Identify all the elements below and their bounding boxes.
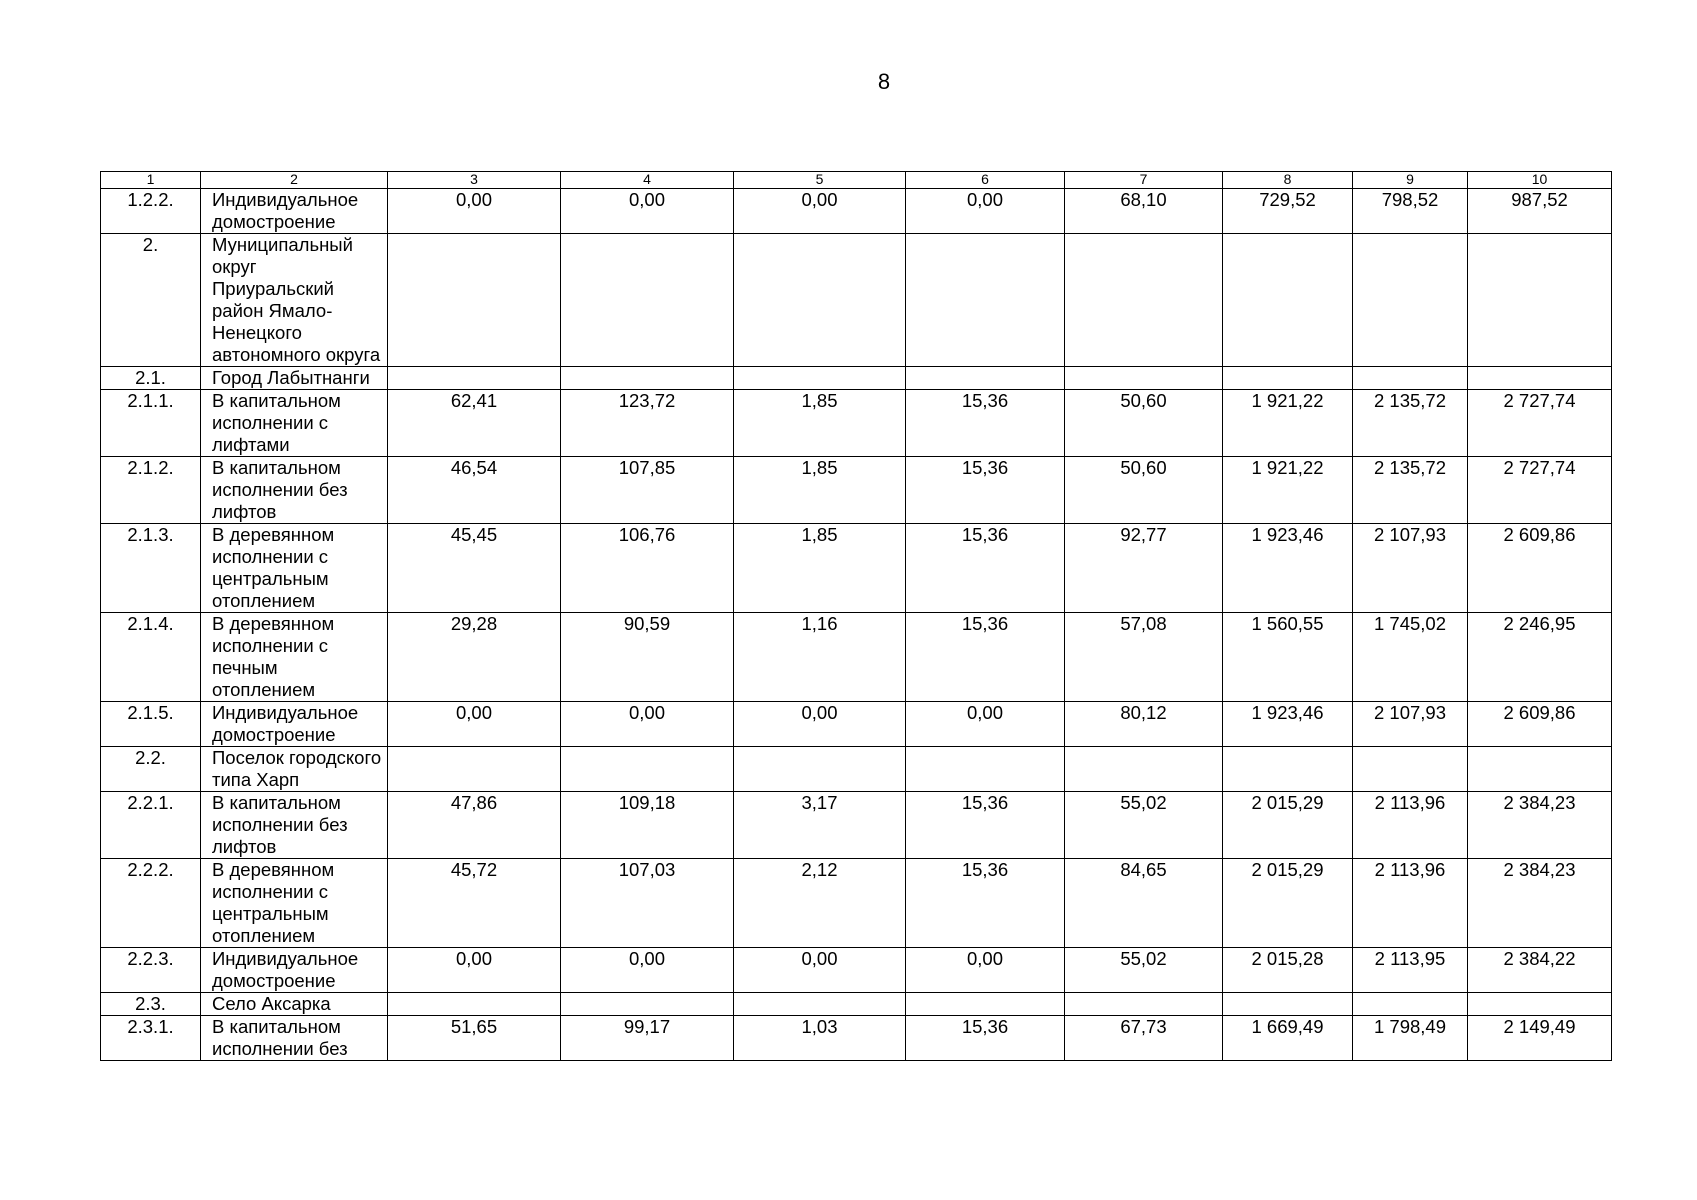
value-cell: 84,65 — [1065, 859, 1223, 948]
value-cell: 1,85 — [734, 457, 906, 524]
table-row — [101, 792, 1612, 859]
row-name-cell: В деревянном исполнении с центральным отоплением — [201, 524, 388, 613]
value-cell: 1,16 — [734, 613, 906, 702]
value-cell: 57,08 — [1065, 613, 1223, 702]
column-header: 7 — [1065, 172, 1223, 189]
column-header: 5 — [734, 172, 906, 189]
value-cell — [734, 234, 906, 367]
table-row — [101, 1016, 1612, 1061]
value-cell: 107,03 — [561, 859, 734, 948]
value-cell: 0,00 — [734, 189, 906, 234]
row-name-cell: В деревянном исполнении с печным отоплением — [201, 613, 388, 702]
value-cell — [1468, 747, 1612, 792]
value-cell — [734, 993, 906, 1016]
value-cell: 2 609,86 — [1468, 524, 1612, 613]
row-number-cell: 2.1. — [101, 367, 201, 390]
row-number-cell: 2.1.4. — [101, 613, 201, 702]
value-cell: 987,52 — [1468, 189, 1612, 234]
value-cell: 2 135,72 — [1353, 457, 1468, 524]
table-header-row — [101, 172, 1612, 189]
value-cell: 68,10 — [1065, 189, 1223, 234]
value-cell — [1468, 993, 1612, 1016]
value-cell: 0,00 — [906, 189, 1065, 234]
value-cell: 46,54 — [388, 457, 561, 524]
value-cell: 15,36 — [906, 390, 1065, 457]
value-cell: 2 384,23 — [1468, 859, 1612, 948]
value-cell: 2 113,95 — [1353, 948, 1468, 993]
value-cell: 123,72 — [561, 390, 734, 457]
value-cell: 55,02 — [1065, 948, 1223, 993]
value-cell: 51,65 — [388, 1016, 561, 1061]
value-cell: 2 384,23 — [1468, 792, 1612, 859]
value-cell — [734, 747, 906, 792]
value-cell — [561, 993, 734, 1016]
column-header: 4 — [561, 172, 734, 189]
row-number-cell: 2.1.2. — [101, 457, 201, 524]
value-cell: 2 113,96 — [1353, 859, 1468, 948]
table-row — [101, 390, 1612, 457]
value-cell: 15,36 — [906, 792, 1065, 859]
value-cell — [1223, 367, 1353, 390]
table-row — [101, 948, 1612, 993]
table-row — [101, 524, 1612, 613]
row-name-cell: Город Лабытнанги — [201, 367, 388, 390]
value-cell: 2 015,28 — [1223, 948, 1353, 993]
row-number-cell: 2. — [101, 234, 201, 367]
value-cell — [906, 993, 1065, 1016]
row-name-cell: Индивидуальное домостроение — [201, 189, 388, 234]
row-number-cell: 2.3. — [101, 993, 201, 1016]
table-row — [101, 189, 1612, 234]
value-cell: 1 923,46 — [1223, 524, 1353, 613]
value-cell: 1 560,55 — [1223, 613, 1353, 702]
value-cell — [388, 234, 561, 367]
row-name-cell: В капитальном исполнении без — [201, 1016, 388, 1061]
value-cell: 15,36 — [906, 613, 1065, 702]
value-cell: 15,36 — [906, 524, 1065, 613]
table-row — [101, 234, 1612, 367]
value-cell: 0,00 — [388, 189, 561, 234]
value-cell: 67,73 — [1065, 1016, 1223, 1061]
value-cell: 15,36 — [906, 1016, 1065, 1061]
value-cell: 1,85 — [734, 390, 906, 457]
value-cell: 1 669,49 — [1223, 1016, 1353, 1061]
value-cell — [1468, 367, 1612, 390]
value-cell: 107,85 — [561, 457, 734, 524]
value-cell: 29,28 — [388, 613, 561, 702]
row-name-cell: В капитальном исполнении с лифтами — [201, 390, 388, 457]
value-cell: 3,17 — [734, 792, 906, 859]
value-cell: 90,59 — [561, 613, 734, 702]
value-cell: 0,00 — [561, 702, 734, 747]
value-cell: 2,12 — [734, 859, 906, 948]
column-header: 1 — [101, 172, 201, 189]
row-number-cell: 2.2.2. — [101, 859, 201, 948]
row-name-cell: В капитальном исполнении без лифтов — [201, 792, 388, 859]
value-cell — [1065, 367, 1223, 390]
value-cell: 0,00 — [388, 948, 561, 993]
data-table — [100, 171, 1612, 1061]
value-cell — [1065, 234, 1223, 367]
value-cell: 1 921,22 — [1223, 457, 1353, 524]
value-cell: 1 921,22 — [1223, 390, 1353, 457]
value-cell: 2 609,86 — [1468, 702, 1612, 747]
value-cell: 2 246,95 — [1468, 613, 1612, 702]
value-cell: 1,03 — [734, 1016, 906, 1061]
table-row — [101, 747, 1612, 792]
column-header: 3 — [388, 172, 561, 189]
value-cell: 798,52 — [1353, 189, 1468, 234]
value-cell — [1223, 993, 1353, 1016]
value-cell: 45,45 — [388, 524, 561, 613]
value-cell: 50,60 — [1065, 390, 1223, 457]
row-number-cell: 2.2. — [101, 747, 201, 792]
column-header: 10 — [1468, 172, 1612, 189]
value-cell: 0,00 — [561, 189, 734, 234]
value-cell — [561, 234, 734, 367]
value-cell: 0,00 — [734, 702, 906, 747]
table-row — [101, 613, 1612, 702]
value-cell — [561, 747, 734, 792]
value-cell: 106,76 — [561, 524, 734, 613]
value-cell — [1065, 993, 1223, 1016]
value-cell: 2 107,93 — [1353, 702, 1468, 747]
row-number-cell: 2.3.1. — [101, 1016, 201, 1061]
value-cell: 47,86 — [388, 792, 561, 859]
column-header: 6 — [906, 172, 1065, 189]
value-cell: 2 727,74 — [1468, 390, 1612, 457]
row-number-cell: 2.1.1. — [101, 390, 201, 457]
row-name-cell: Индивидуальное домостроение — [201, 948, 388, 993]
table-body — [101, 189, 1612, 1061]
value-cell: 0,00 — [388, 702, 561, 747]
value-cell: 2 015,29 — [1223, 792, 1353, 859]
value-cell — [1468, 234, 1612, 367]
row-name-cell: Муниципальный округ Приуральский район Ямало-Ненецкого автономного округа — [201, 234, 388, 367]
value-cell: 2 384,22 — [1468, 948, 1612, 993]
row-name-cell: В деревянном исполнении с центральным отоплением — [201, 859, 388, 948]
value-cell — [906, 234, 1065, 367]
value-cell — [1353, 993, 1468, 1016]
value-cell — [1353, 747, 1468, 792]
value-cell: 15,36 — [906, 457, 1065, 524]
column-header: 8 — [1223, 172, 1353, 189]
table-row — [101, 702, 1612, 747]
value-cell: 1 745,02 — [1353, 613, 1468, 702]
value-cell: 1 798,49 — [1353, 1016, 1468, 1061]
value-cell: 2 107,93 — [1353, 524, 1468, 613]
row-number-cell: 2.1.3. — [101, 524, 201, 613]
value-cell: 62,41 — [388, 390, 561, 457]
value-cell: 45,72 — [388, 859, 561, 948]
value-cell: 55,02 — [1065, 792, 1223, 859]
value-cell — [1353, 234, 1468, 367]
value-cell: 2 135,72 — [1353, 390, 1468, 457]
value-cell: 729,52 — [1223, 189, 1353, 234]
column-header: 2 — [201, 172, 388, 189]
value-cell — [1065, 747, 1223, 792]
page-number: 8 — [877, 69, 891, 94]
row-number-cell: 2.2.3. — [101, 948, 201, 993]
value-cell — [1223, 234, 1353, 367]
row-name-cell: Село Аксарка — [201, 993, 388, 1016]
value-cell: 99,17 — [561, 1016, 734, 1061]
value-cell: 92,77 — [1065, 524, 1223, 613]
data-table-container — [100, 171, 1611, 1061]
value-cell — [734, 367, 906, 390]
value-cell: 2 149,49 — [1468, 1016, 1612, 1061]
column-header: 9 — [1353, 172, 1468, 189]
value-cell — [1353, 367, 1468, 390]
row-number-cell: 2.1.5. — [101, 702, 201, 747]
value-cell: 50,60 — [1065, 457, 1223, 524]
row-name-cell: Индивидуальное домостроение — [201, 702, 388, 747]
value-cell — [561, 367, 734, 390]
value-cell — [388, 993, 561, 1016]
row-name-cell: Поселок городского типа Харп — [201, 747, 388, 792]
value-cell: 0,00 — [906, 702, 1065, 747]
value-cell: 0,00 — [561, 948, 734, 993]
value-cell: 109,18 — [561, 792, 734, 859]
value-cell: 0,00 — [734, 948, 906, 993]
value-cell: 15,36 — [906, 859, 1065, 948]
value-cell — [388, 747, 561, 792]
table-row — [101, 859, 1612, 948]
table-row — [101, 367, 1612, 390]
value-cell: 2 113,96 — [1353, 792, 1468, 859]
value-cell — [906, 747, 1065, 792]
value-cell: 2 727,74 — [1468, 457, 1612, 524]
value-cell — [388, 367, 561, 390]
value-cell: 2 015,29 — [1223, 859, 1353, 948]
value-cell: 0,00 — [906, 948, 1065, 993]
row-number-cell: 1.2.2. — [101, 189, 201, 234]
row-name-cell: В капитальном исполнении без лифтов — [201, 457, 388, 524]
value-cell: 80,12 — [1065, 702, 1223, 747]
value-cell — [1223, 747, 1353, 792]
value-cell: 1 923,46 — [1223, 702, 1353, 747]
value-cell — [906, 367, 1065, 390]
value-cell: 1,85 — [734, 524, 906, 613]
table-row — [101, 993, 1612, 1016]
table-row — [101, 457, 1612, 524]
row-number-cell: 2.2.1. — [101, 792, 201, 859]
